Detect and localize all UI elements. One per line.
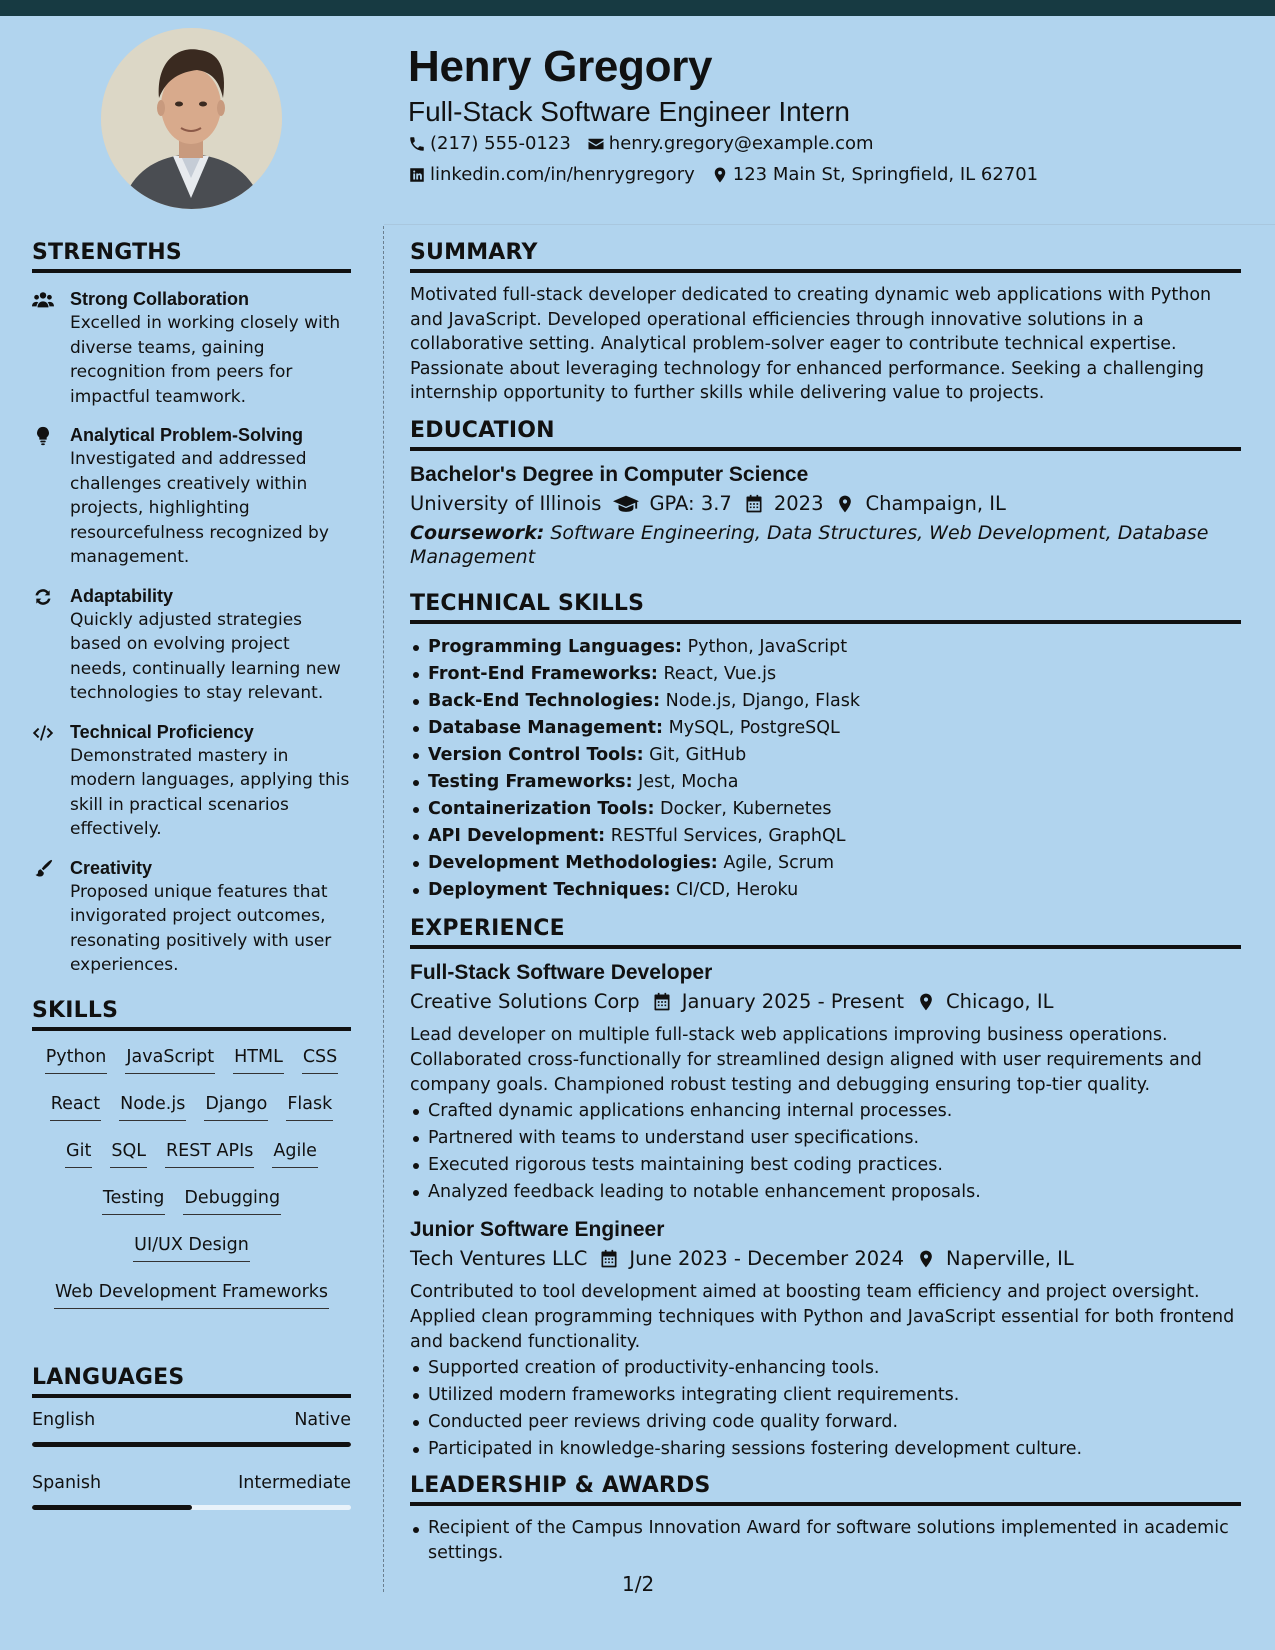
job-location: Naperville, IL [946,1246,1074,1270]
graduation-cap-icon [613,494,639,514]
education-meta [410,489,1241,519]
language-item [32,1410,351,1447]
list-item [410,661,1241,688]
skill-category: Back-End Technologies: [428,690,661,711]
skills-heading: SKILLS [32,998,351,1031]
list-item [410,796,1241,823]
address-contact [711,164,1038,185]
linkedin-contact[interactable] [408,164,695,185]
strength-item [32,287,351,409]
skill-tag: Git [65,1139,92,1168]
right-column [410,240,1241,1566]
skill-tag: REST APIs [165,1139,254,1168]
skill-values: MySQL, PostgreSQL [668,717,840,738]
calendar-icon [744,494,764,514]
users-icon [32,290,54,310]
skill-category: Containerization Tools: [428,798,655,819]
language-level: Intermediate [238,1472,351,1493]
list-item [410,823,1241,850]
list-item: Executed rigorous tests maintaining best coding practices. [410,1152,1241,1179]
skill-tag: Django [204,1092,268,1121]
list-item: Partnered with teams to understand user specifications. [410,1125,1241,1152]
languages-heading: LANGUAGES [32,1365,351,1398]
list-item [410,769,1241,796]
candidate-title: Full-Stack Software Engineer Intern [408,96,850,127]
skills-tags [32,1043,351,1327]
skill-category: Database Management: [428,717,664,738]
skill-values: Jest, Mocha [638,771,739,792]
skill-tag: SQL [110,1139,147,1168]
skill-tag: CSS [302,1045,338,1074]
envelope-icon [587,135,605,153]
strength-title: Adaptability [70,585,174,606]
contact-row-1 [408,133,890,154]
top-color-bar [0,0,1275,16]
skill-tag: Flask [286,1092,333,1121]
strength-item [32,856,351,978]
strength-desc: Proposed unique features that invigorated project outcomes, resonating positively with user experiences. [70,881,332,975]
skill-values: Docker, Kubernetes [660,798,832,819]
job-entry [410,959,1241,1206]
school-name: University of Illinois [410,491,602,515]
strength-desc: Quickly adjusted strategies based on evolving project needs, continually learning new technologies to stay relevant. [70,609,341,703]
job-title: Junior Software Engineer [410,1217,665,1241]
strength-title: Creativity [70,857,153,878]
header-divider [384,224,1275,225]
skill-tag: Web Development Frameworks [54,1280,329,1309]
page-number: 1/2 [622,1572,655,1596]
language-name: Spanish [32,1472,102,1493]
map-pin-icon [835,494,855,514]
list-item [410,877,1241,904]
skill-tag: React [50,1092,101,1121]
phone-icon [408,135,426,153]
skill-tag: Python [45,1045,108,1074]
strengths-heading: STRENGTHS [32,240,351,273]
job-bullets [410,1098,1241,1206]
strength-title: Technical Proficiency [70,721,254,742]
education-heading: EDUCATION [410,418,1241,451]
linkedin-icon [408,166,426,184]
list-item: Recipient of the Campus Innovation Award for software solutions implemented in academic settings. [410,1516,1241,1566]
address-text: 123 Main St, Springfield, IL 62701 [732,164,1039,185]
strength-title: Analytical Problem-Solving [70,425,304,445]
list-item: Supported creation of productivity-enhancing tools. [410,1355,1241,1382]
strength-item [32,584,351,706]
skill-tag: Agile [272,1139,318,1168]
list-item [410,634,1241,661]
map-pin-icon [916,1249,936,1269]
skill-values: RESTful Services, GraphQL [610,825,846,846]
skill-values: Node.js, Django, Flask [665,690,861,711]
lightbulb-icon [32,426,54,446]
language-name: English [32,1409,96,1430]
left-column [32,240,351,1536]
strength-item [32,720,351,842]
email-contact[interactable] [587,133,874,154]
skill-tag: Testing [102,1186,166,1215]
skill-tag: HTML [233,1045,284,1074]
map-pin-icon [711,166,729,184]
skill-tag: UI/UX Design [133,1233,250,1262]
skill-category: Version Control Tools: [428,744,644,765]
list-item: Participated in knowledge-sharing sessions fostering development culture. [410,1436,1241,1463]
language-proficiency-bar [32,1505,351,1510]
strength-desc: Demonstrated mastery in modern languages, applying this skill in practical scenarios effectively. [70,745,350,839]
job-bullets [410,1355,1241,1463]
technical-skills-list [410,634,1241,904]
language-proficiency-fill [32,1505,192,1510]
graduation-year: 2023 [773,491,824,515]
strength-desc: Investigated and addressed challenges creatively within projects, highlighting resourcefulness recognized by management. [70,449,329,567]
profile-photo [101,28,282,209]
skill-category: Development Methodologies: [428,852,718,873]
calendar-icon [599,1249,619,1269]
skill-values: Git, GitHub [649,744,747,765]
degree-title: Bachelor's Degree in Computer Science [410,462,809,486]
strength-title: Strong Collaboration [70,289,249,309]
list-item: Conducted peer reviews driving code quality forward. [410,1409,1241,1436]
list-item: Utilized modern frameworks integrating client requirements. [410,1382,1241,1409]
phone-text: (217) 555-0123 [430,133,571,154]
language-item [32,1473,351,1510]
strength-item [32,423,351,570]
candidate-name: Henry Gregory [408,42,713,91]
refresh-icon [32,587,54,607]
summary-heading: SUMMARY [410,240,1241,273]
coursework-label: Coursework: [410,521,545,544]
skill-values: React, Vue.js [663,663,777,684]
phone-contact [408,133,571,154]
job-dates: June 2023 - December 2024 [629,1246,905,1270]
language-level: Native [294,1409,351,1430]
skill-tag: JavaScript [125,1045,215,1074]
skill-category: Testing Frameworks: [428,771,633,792]
skill-category: Front-End Frameworks: [428,663,658,684]
skill-category: API Development: [428,825,606,846]
code-icon [32,723,54,743]
job-description: Lead developer on multiple full-stack web applications improving business operations. Collaborated cross-functionally for streamlined design aligned with user requirements and company goals. Championed robust testing and debugging ensuring top-tier quality. [410,1024,1202,1095]
column-divider [383,226,384,1592]
language-proficiency-bar [32,1442,351,1447]
list-item [410,742,1241,769]
leadership-heading: LEADERSHIP & AWARDS [410,1473,1241,1506]
gpa: GPA: 3.7 [649,491,732,515]
job-meta [410,1244,1241,1274]
list-item: Crafted dynamic applications enhancing internal processes. [410,1098,1241,1125]
school-location: Champaign, IL [865,491,1006,515]
list-item [410,850,1241,877]
company-name: Creative Solutions Corp [410,989,640,1013]
job-title: Full-Stack Software Developer [410,960,713,984]
linkedin-text[interactable]: linkedin.com/in/henrygregory [430,164,695,185]
email-text[interactable]: henry.gregory@example.com [608,133,874,154]
list-item [410,688,1241,715]
list-item: Analyzed feedback leading to notable enhancement proposals. [410,1179,1241,1206]
job-meta [410,987,1241,1017]
list-item [410,715,1241,742]
leadership-list [410,1516,1241,1566]
skill-category: Programming Languages: [428,636,683,657]
language-proficiency-fill [32,1442,351,1447]
skill-values: Agile, Scrum [723,852,835,873]
coursework-list: Software Engineering, Data Structures, Web Development, Database Management [410,521,1209,568]
skill-tag: Node.js [119,1092,186,1121]
map-pin-icon [916,992,936,1012]
contact-row-2 [408,164,1054,185]
strength-desc: Excelled in working closely with diverse teams, gaining recognition from peers for impactful teamwork. [70,313,341,407]
job-location: Chicago, IL [946,989,1054,1013]
job-dates: January 2025 - Present [681,989,905,1013]
paintbrush-icon [32,859,54,879]
experience-heading: EXPERIENCE [410,916,1241,949]
skill-category: Deployment Techniques: [428,879,671,900]
calendar-icon [652,992,672,1012]
coursework [410,521,1241,569]
strengths-list [32,287,351,978]
summary-text: Motivated full-stack developer dedicated to creating dynamic web applications with Python and JavaScript. Developed operational efficiencies through innovative solutions in a collaborative setting. Analytical problem-solver eager to contribute technical expertise. Passionate about leveraging technology for enhanced performance. Seeking a challenging internship opportunity to further skills while delivering value to projects. [410,285,1212,403]
skill-values: Python, JavaScript [687,636,848,657]
skill-values: CI/CD, Heroku [676,879,799,900]
company-name: Tech Ventures LLC [410,1246,588,1270]
job-description: Contributed to tool development aimed at boosting team efficiency and project oversight. Applied clean programming techniques with Python and JavaScript essential for both frontend and backend functionality. [410,1281,1235,1352]
technical-skills-heading: TECHNICAL SKILLS [410,591,1241,624]
skill-tag: Debugging [183,1186,281,1215]
job-entry [410,1216,1241,1463]
